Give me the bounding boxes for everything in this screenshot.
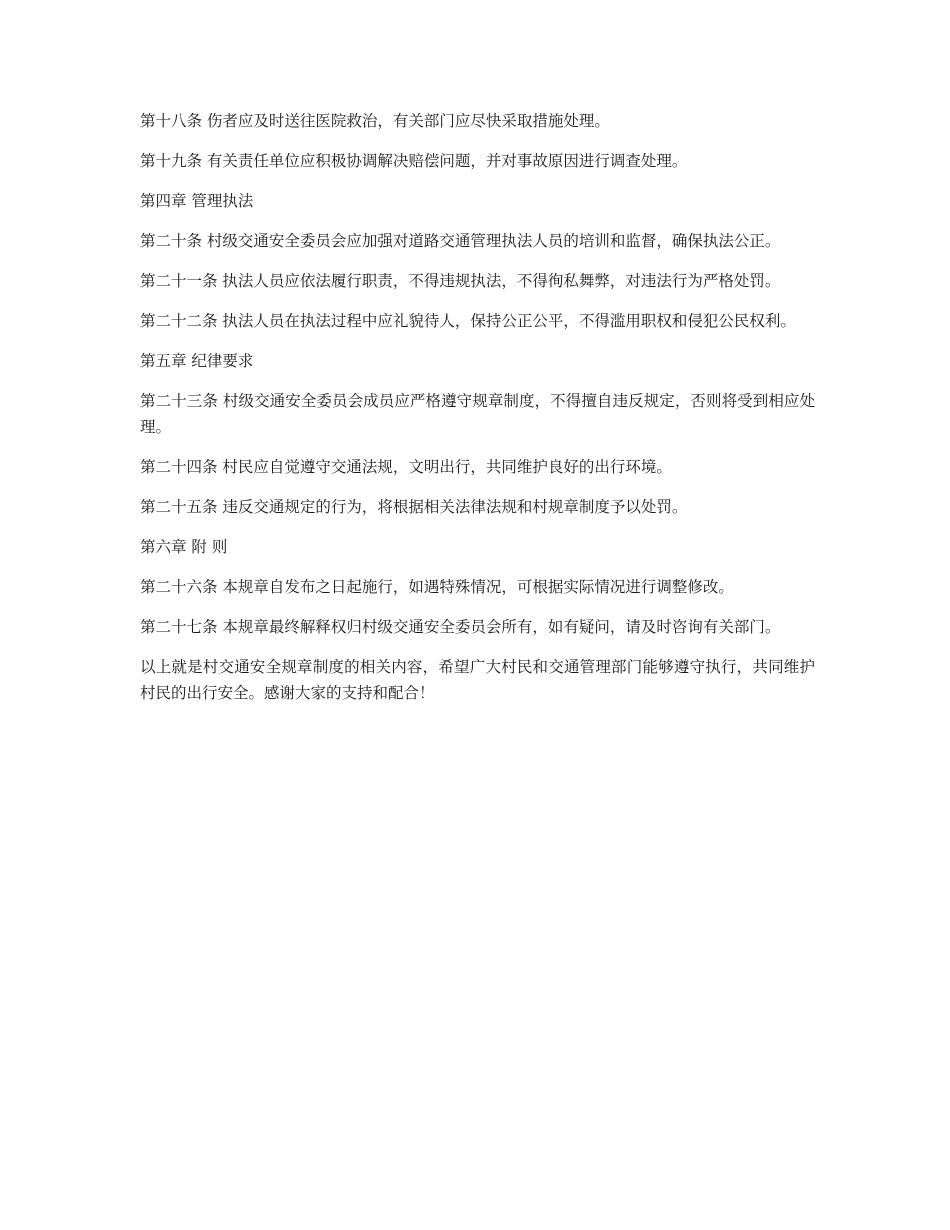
article-20: 第二十条 村级交通安全委员会应加强对道路交通管理执法人员的培训和监督，确保执法公正。 — [140, 232, 781, 250]
article-19: 第十九条 有关责任单位应积极协调解决赔偿问题，并对事故原因进行调查处理。 — [140, 152, 688, 170]
closing-paragraph: 以上就是村交通安全规章制度的相关内容，希望广大村民和交通管理部门能够遵守执行，共同维护村民的出行安全。感谢大家的支持和配合！ — [140, 658, 815, 702]
article-26: 第二十六条 本规章自发布之日起施行，如遇特殊情况，可根据实际情况进行调整修改。 — [140, 578, 734, 596]
article-24: 第二十四条 村民应自觉遵守交通法规，文明出行，共同维护良好的出行环境。 — [140, 458, 672, 476]
article-25: 第二十五条 违反交通规定的行为，将根据相关法律法规和村规章制度予以处罚。 — [140, 498, 688, 516]
chapter-5-heading: 第五章 纪律要求 — [140, 352, 254, 370]
document-body — [140, 108, 815, 720]
article-23: 第二十三条 村级交通安全委员会成员应严格遵守规章制度，不得擅自违反规定，否则将受到相应处理。 — [140, 392, 815, 436]
article-18: 第十八条 伤者应及时送往医院救治，有关部门应尽快采取措施处理。 — [140, 112, 610, 130]
article-21: 第二十一条 执法人员应依法履行职责，不得违规执法，不得徇私舞弊，对违法行为严格处罚。 — [140, 272, 781, 290]
chapter-6-heading: 第六章 附 则 — [140, 538, 228, 556]
article-27: 第二十七条 本规章最终解释权归村级交通安全委员会所有，如有疑问，请及时咨询有关部门。 — [140, 618, 781, 636]
chapter-4-heading: 第四章 管理执法 — [140, 192, 254, 210]
article-22: 第二十二条 执法人员在执法过程中应礼貌待人，保持公正公平，不得滥用职权和侵犯公民权利。 — [140, 312, 796, 330]
